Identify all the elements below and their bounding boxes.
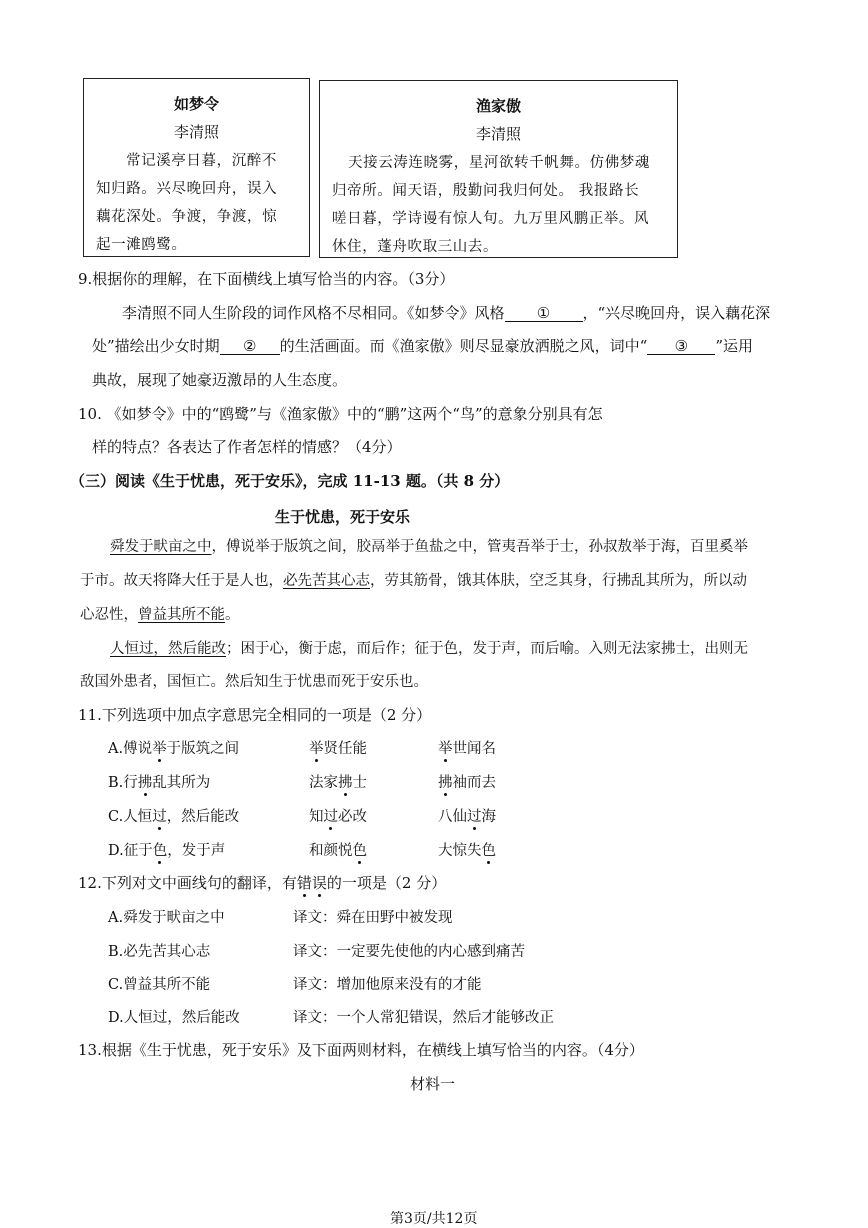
- q12-option-d[interactable]: D.人恒过，然后能改: [108, 1010, 240, 1026]
- question-10-line: 10. 《如梦令》中的“鸥鹭”与《渔家傲》中的“鹏”这两个“鸟”的意象分别具有怎: [78, 405, 603, 423]
- passage-title: 生于忧患，死于安乐: [275, 508, 411, 526]
- q12-option-b[interactable]: B.必先苦其心志: [108, 944, 211, 960]
- poem-box-yujiaao: [319, 80, 678, 258]
- underlined-sentence-a: 舜发于畎亩之中: [110, 539, 212, 555]
- poem-title: 渔家傲: [475, 97, 521, 115]
- poem-line: 休住，蓬舟吹取三山去。: [332, 239, 499, 255]
- q11-option-c[interactable]: C.人恒过，然后能改: [108, 809, 240, 825]
- poem-line: 知归路。兴尽晚回舟，误入: [96, 181, 278, 197]
- q11-option-a-word3: 举世闻名: [438, 741, 496, 757]
- q12-option-d-translation: 译文：一个人常犯错误，然后才能够改正: [293, 1010, 554, 1026]
- q11-option-b-word3: 拂袖而去: [438, 775, 496, 791]
- poem-line: 起一滩鸥鹭。: [96, 237, 187, 253]
- answer-blank-1[interactable]: ①: [505, 305, 583, 322]
- poem-line: 藕花深处。争渡，争渡，惊: [96, 209, 278, 225]
- q12-option-c-translation: 译文：增加他原来没有的才能: [293, 977, 482, 993]
- question-9-paragraph-line: 处”描绘出少女时期 ② 的生活画面。而《渔家傲》则尽显豪放洒脱之风，词中“ ③ ”运用: [92, 337, 754, 355]
- q12-option-b-translation: 译文：一定要先使他的内心感到痛苦: [293, 944, 525, 960]
- question-12-stem: 12.下列对文中画线句的翻译，有错误的一项是（2 分）: [78, 874, 447, 892]
- q11-option-c-word3: 八仙过海: [438, 809, 496, 825]
- material-1-heading: 材料一: [410, 1075, 456, 1093]
- poem-line: 归帝所。闻天语，殷勤问我归何处。 我报路长: [332, 183, 640, 199]
- question-10-line: 样的特点？各表达了作者怎样的情感？（4分）: [92, 438, 402, 456]
- poem-box-rumengling: [83, 78, 310, 257]
- q12-option-c[interactable]: C.曾益其所不能: [108, 977, 211, 993]
- question-9-paragraph-line: 李清照不同人生阶段的词作风格不尽相同。《如梦令》风格 ① ，“兴尽晚回舟，误入藕花深: [122, 304, 771, 322]
- poem-author: 李清照: [173, 123, 219, 141]
- q11-option-d[interactable]: D.征于色，发于声: [108, 843, 226, 859]
- q12-option-a-translation: 译文：舜在田野中被发现: [293, 910, 453, 926]
- passage-line: 人恒过，然后能改；困于心，衡于虑，而后作；征于色，发于声，而后喻。入则无法家拂士，出则无: [110, 641, 748, 657]
- q11-option-a[interactable]: A.傅说举于版筑之间: [108, 741, 240, 757]
- passage-line: 心忍性，曾益其所不能。: [80, 607, 240, 623]
- passage-line: 敌国外患者，国恒亡。然后知生于忧患而死于安乐也。: [80, 674, 428, 690]
- passage-line: 舜发于畎亩之中，傅说举于版筑之间，胶鬲举于鱼盐之中，管夷吾举于士，孙叔敖举于海，百里奚举: [110, 539, 748, 555]
- answer-blank-2[interactable]: ②: [220, 338, 280, 355]
- poem-title: 如梦令: [173, 95, 219, 113]
- q11-option-d-word3: 大惊失色: [438, 843, 496, 859]
- answer-blank-3[interactable]: ③: [647, 338, 715, 355]
- poem-author: 李清照: [475, 125, 521, 143]
- page-number-footer: 第3页/共12页: [390, 1211, 478, 1227]
- poem-line: 嗟日暮，学诗谩有惊人句。九万里风鹏正举。风: [332, 211, 650, 227]
- section-heading: （三）阅读《生于忧患，死于安乐》，完成 11-13 题。（共 8 分）: [70, 472, 510, 490]
- q11-option-b[interactable]: B.行拂乱其所为: [108, 775, 211, 791]
- passage-line: 于市。故天将降大任于是人也，必先苦其心志，劳其筋骨，饿其体肤，空乏其身，行拂乱其所为，所以动: [80, 573, 747, 589]
- underlined-sentence-b: 必先苦其心志: [283, 573, 370, 589]
- underlined-sentence-d: 人恒过，然后能改: [110, 641, 226, 657]
- underlined-sentence-c: 曾益其所不能: [138, 607, 225, 623]
- question-9-paragraph-line: 典故，展现了她豪迈激昂的人生态度。: [92, 371, 348, 389]
- question-13-stem: 13.根据《生于忧患，死于安乐》及下面两则材料，在横线上填写恰当的内容。（4分）: [78, 1041, 644, 1059]
- poem-line: 天接云涛连晓雾，星河欲转千帆舞。仿佛梦魂: [348, 155, 650, 171]
- question-9-stem: 9.根据你的理解，在下面横线上填写恰当的内容。（3分）: [78, 270, 455, 288]
- q11-option-b-word2: 法家拂士: [309, 775, 367, 791]
- q11-option-d-word2: 和颜悦色: [309, 843, 367, 859]
- q11-option-a-word2: 举贤任能: [309, 741, 367, 757]
- poem-line: 常记溪亭日暮，沉醉不: [126, 153, 277, 169]
- question-11-stem: 11.下列选项中加点字意思完全相同的一项是（2 分）: [78, 706, 432, 724]
- q11-option-c-word2: 知过必改: [309, 809, 367, 825]
- q12-option-a[interactable]: A.舜发于畎亩之中: [108, 910, 225, 926]
